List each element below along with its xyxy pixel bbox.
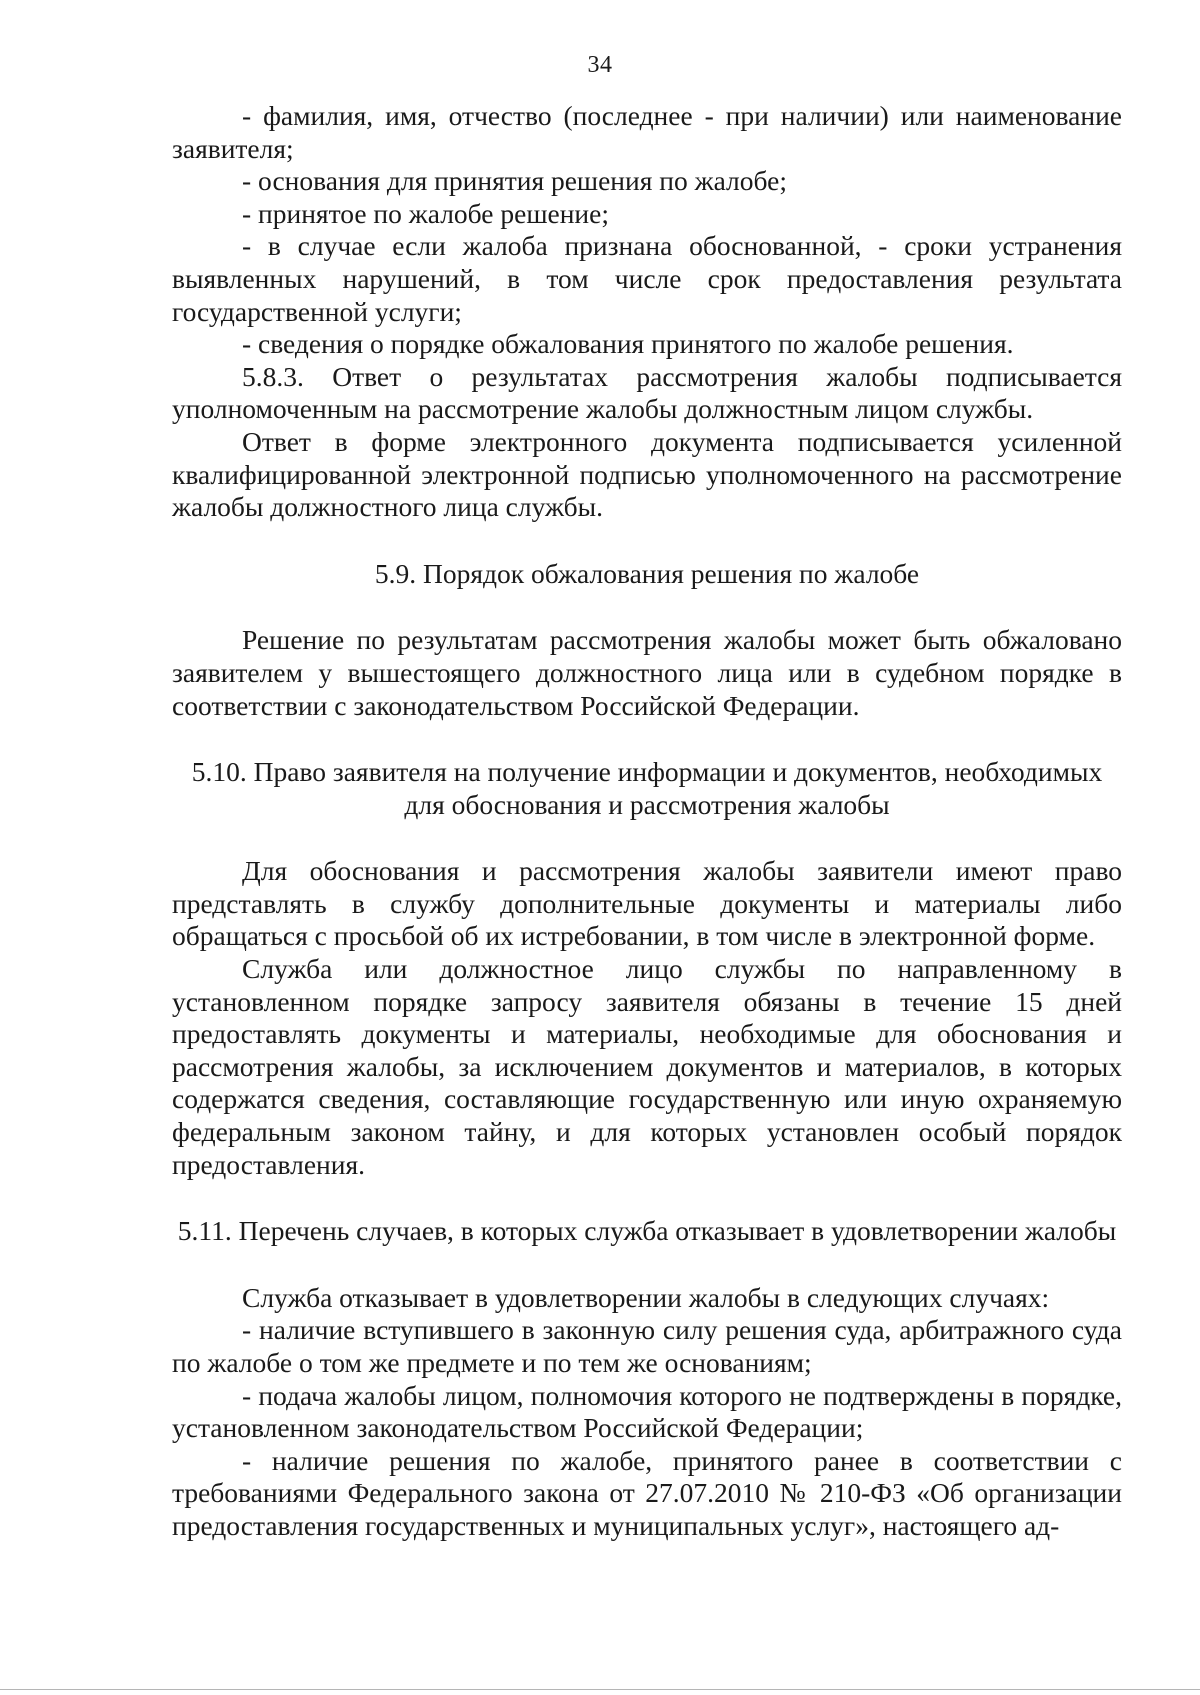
paragraph: Решение по результатам рассмотрения жалобы может быть обжаловано заявителем у вышестоящего должностного лица или в судебном порядке в соответствии с законодательством Российской Федерации.: [172, 624, 1122, 721]
paragraph: Для обоснования и рассмотрения жалобы заявители имеют право представлять в службу дополнительные документы и материалы либо обращаться с просьбой об их истребовании, в том числе в электронной форме.: [172, 855, 1122, 952]
list-item: - подача жалобы лицом, полномочия которого не подтверждены в порядке, установленном законодательством Российской Федерации;: [172, 1379, 1122, 1444]
page-number: 34: [587, 52, 613, 78]
paragraph: 5.8.3. Ответ о результатах рассмотрения жалобы подписывается уполномоченным на рассмотрение жалобы должностным лицом службы.: [172, 360, 1122, 425]
list-item: - принятое по жалобе решение;: [242, 197, 609, 229]
page-bottom-rule: [0, 1689, 1200, 1690]
section-heading: 5.10. Право заявителя на получение информации и документов, необходимых для обоснования и рассмотрения жалобы: [191, 756, 1103, 820]
section-heading: 5.9. Порядок обжалования решения по жалобе: [374, 557, 920, 589]
body-text: [172, 100, 1122, 1543]
section-heading: 5.11. Перечень случаев, в которых служба отказывает в удовлетворении жалобы: [177, 1215, 1117, 1247]
list-item: - сведения о порядке обжалования принятого по жалобе решения.: [242, 328, 1014, 360]
list-item: - в случае если жалоба признана обоснованной, - сроки устранения выявленных нарушений, в том числе срок предоставления результата государственной услуги;: [172, 230, 1122, 327]
list-item: - наличие решения по жалобе, принятого ранее в соответствии с требованиями Федерального закона от 27.07.2010 № 210-ФЗ «Об организации предоставления государственных и муниципальных услуг», настоящего ад-: [172, 1444, 1122, 1541]
list-item: - фамилия, имя, отчество (последнее - при наличии) или наименование заявителя;: [172, 100, 1122, 164]
paragraph: Ответ в форме электронного документа подписывается усиленной квалифицированной электронной подписью уполномоченного на рассмотрение жалобы должностного лица службы.: [172, 425, 1122, 523]
list-item: - наличие вступившего в законную силу решения суда, арбитражного суда по жалобе о том же предмете и по тем же основаниям;: [172, 1314, 1122, 1378]
paragraph: Служба отказывает в удовлетворении жалобы в следующих случаях:: [242, 1281, 1050, 1313]
list-item: - основания для принятия решения по жалобе;: [242, 165, 788, 197]
paragraph: Служба или должностное лицо службы по направленному в установленном порядке запросу заявителя обязаны в течение 15 дней предоставлять документы и материалы, необходимые для обоснования и рассмотрения жалобы, за исключением документов и материалов, в которых содержатся сведения, составляющие государственную или иную охраняемую федеральным законом тайну, и для которых установлен особый порядок предоставления.: [172, 953, 1122, 1180]
